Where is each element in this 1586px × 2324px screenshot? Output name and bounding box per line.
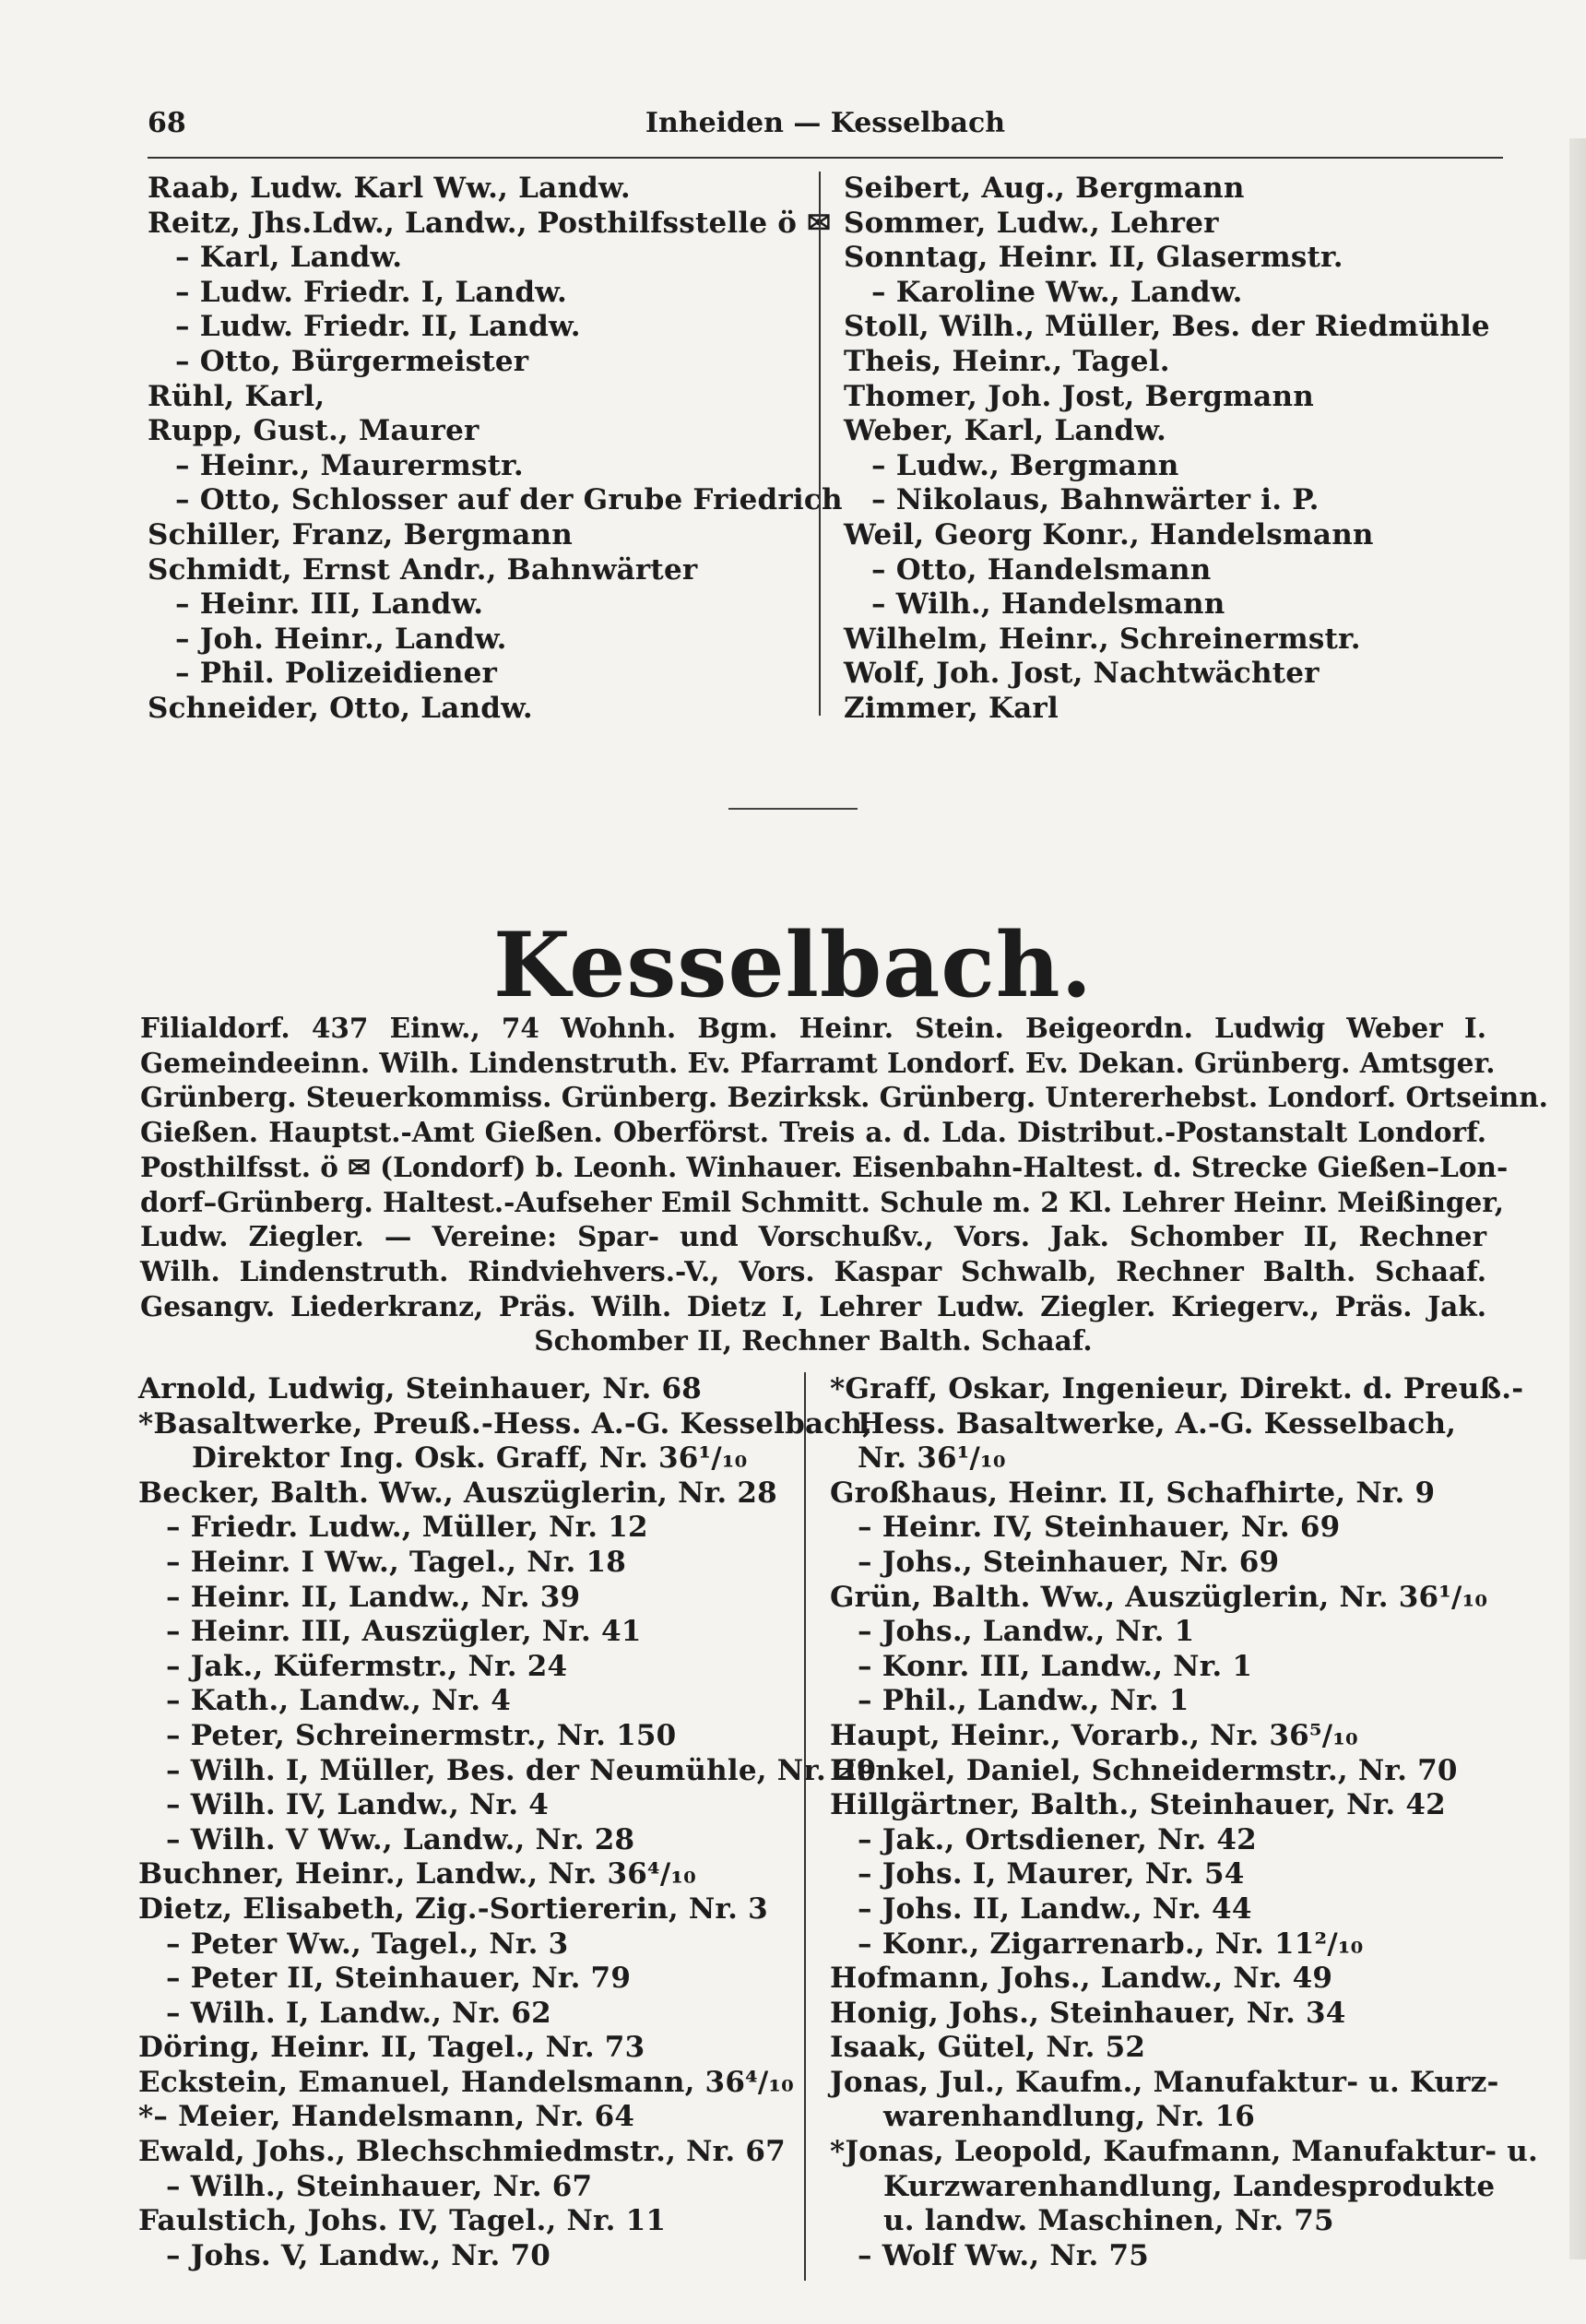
description-line: Gemeindeeinn. Wilh. Lindenstruth. Ev. Pfarramt Londorf. Ev. Dekan. Grünberg. Amtsger. — [140, 1046, 1496, 1079]
directory-entry: – Wilh., Handelsmann — [871, 587, 1225, 622]
directory-entry: – Heinr. II, Landw., Nr. 39 — [166, 1580, 581, 1614]
directory-entry: Kurzwarenhandlung, Landesprodukte — [883, 2169, 1496, 2203]
directory-entry: Sommer, Ludw., Lehrer — [844, 206, 1219, 240]
directory-entry: – Wilh. I, Landw., Nr. 62 — [166, 1996, 551, 2030]
page-header — [148, 100, 1503, 155]
directory-entry: Raab, Ludw. Karl Ww., Landw. — [148, 172, 631, 205]
directory-entry: Henkel, Daniel, Schneidermstr., Nr. 70 — [830, 1753, 1458, 1787]
directory-entry: – Heinr. I Ww., Tagel., Nr. 18 — [166, 1545, 627, 1579]
directory-entry: – Heinr. III, Auszügler, Nr. 41 — [166, 1615, 642, 1649]
directory-entry: Rühl, Karl, — [148, 379, 325, 413]
directory-entry: *Basaltwerke, Preuß.-Hess. A.-G. Kesselbach, — [138, 1406, 873, 1441]
description-line: Filialdorf. 437 Einw., 74 Wohnh. Bgm. Heinr. Stein. Beigeordn. Ludwig Weber I. — [140, 1012, 1486, 1044]
directory-entry: Ewald, Johs., Blechschmiedmstr., Nr. 67 — [138, 2135, 786, 2169]
directory-entry: Honig, Johs., Steinhauer, Nr. 34 — [830, 1996, 1346, 2030]
directory-entry: Schiller, Franz, Bergmann — [148, 517, 574, 551]
description-line: Schomber II, Rechner Balth. Schaaf. — [534, 1324, 1093, 1358]
directory-entry: – Peter II, Steinhauer, Nr. 79 — [166, 1962, 632, 1996]
directory-entry: – Wolf Ww., Nr. 75 — [858, 2238, 1150, 2272]
directory-entry: – Otto, Schlosser auf der Grube Friedrich — [175, 483, 843, 517]
directory-entry: – Peter Ww., Tagel., Nr. 3 — [166, 1927, 569, 1961]
directory-entry: – Heinr. III, Landw. — [175, 587, 484, 622]
description-line: Gießen. Hauptst.-Amt Gießen. Oberförst. Treis a. d. Lda. Distribut.-Postanstalt Londorf. — [140, 1116, 1486, 1149]
directory-entry: Seibert, Aug., Bergmann — [844, 172, 1245, 205]
section-title: Kesselbach. — [492, 913, 1094, 1017]
directory-entry: – Otto, Handelsmann — [871, 552, 1212, 587]
directory-entry: – Ludw. Friedr. II, Landw. — [175, 310, 581, 344]
directory-entry: Stoll, Wilh., Müller, Bes. der Riedmühle — [844, 310, 1490, 344]
directory-entry: – Kath., Landw., Nr. 4 — [166, 1684, 511, 1718]
directory-entry: Schmidt, Ernst Andr., Bahnwärter — [148, 552, 698, 587]
directory-entry: – Heinr. IV, Steinhauer, Nr. 69 — [858, 1511, 1341, 1545]
directory-entry: Buchner, Heinr., Landw., Nr. 36⁴/₁₀ — [138, 1857, 696, 1891]
description-line: dorf–Grünberg. Haltest.-Aufseher Emil Schmitt. Schule m. 2 Kl. Lehrer Heinr. Meißinger, — [140, 1185, 1504, 1218]
description-line: Gesangv. Liederkranz, Präs. Wilh. Dietz I, Lehrer Ludw. Ziegler. Kriegerv., Präs. Jak. — [140, 1289, 1486, 1322]
directory-entry: Hess. Basaltwerke, A.-G. Kesselbach, — [858, 1406, 1457, 1441]
directory-entry: Sonntag, Heinr. II, Glasermstr. — [844, 241, 1343, 275]
directory-entry: – Heinr., Maurermstr. — [175, 448, 524, 482]
directory-entry: Faulstich, Johs. IV, Tagel., Nr. 11 — [138, 2204, 667, 2238]
directory-entry: – Ludw. Friedr. I, Landw. — [175, 275, 568, 309]
section-divider — [728, 808, 858, 810]
directory-entry: Jonas, Jul., Kaufm., Manufaktur- u. Kurz- — [830, 2065, 1499, 2099]
directory-entry: Direktor Ing. Osk. Graff, Nr. 36¹/₁₀ — [192, 1441, 748, 1476]
directory-entry: – Jak., Ortsdiener, Nr. 42 — [858, 1822, 1257, 1856]
directory-entry: – Otto, Bürgermeister — [175, 344, 529, 378]
column-divider — [819, 172, 821, 716]
directory-entry: Hillgärtner, Balth., Steinhauer, Nr. 42 — [830, 1788, 1446, 1822]
page-edge — [1569, 138, 1586, 2259]
directory-entry: Thomer, Joh. Jost, Bergmann — [844, 379, 1314, 413]
directory-entry: *– Meier, Handelsmann, Nr. 64 — [138, 2100, 635, 2134]
directory-entry: – Karoline Ww., Landw. — [871, 275, 1243, 309]
description-line: Posthilfsst. ö ✉ (Londorf) b. Leonh. Winhauer. Eisenbahn-Haltest. d. Strecke Gießen–Lon- — [140, 1150, 1509, 1183]
directory-entry: Wilhelm, Heinr., Schreinermstr. — [844, 622, 1361, 656]
directory-entry: – Jak., Küfermstr., Nr. 24 — [166, 1649, 568, 1683]
description-line: Wilh. Lindenstruth. Rindviehvers.-V., Vors. Kaspar Schwalb, Rechner Balth. Schaaf. — [140, 1254, 1486, 1287]
directory-entry: – Ludw., Bergmann — [871, 448, 1179, 482]
village-description — [140, 1011, 1548, 1358]
directory-entry: Grün, Balth. Ww., Auszüglerin, Nr. 36¹/₁₀ — [830, 1580, 1488, 1614]
directory-entry: – Wilh. I, Müller, Bes. der Neumühle, Nr. 29 — [166, 1753, 877, 1787]
directory-entry: – Johs. I, Maurer, Nr. 54 — [858, 1857, 1245, 1891]
directory-entry: Schneider, Otto, Landw. — [148, 691, 533, 725]
directory-entry: Weber, Karl, Landw. — [844, 414, 1167, 448]
directory-entry: – Johs. V, Landw., Nr. 70 — [166, 2238, 551, 2272]
running-title: Inheiden — Kesselbach — [645, 107, 1006, 139]
directory-entry: Weil, Georg Konr., Handelsmann — [844, 517, 1374, 551]
directory-entry: – Nikolaus, Bahnwärter i. P. — [871, 483, 1320, 517]
directory-entry: u. landw. Maschinen, Nr. 75 — [883, 2204, 1334, 2238]
directory-entry: – Friedr. Ludw., Müller, Nr. 12 — [166, 1511, 648, 1545]
page-number: 68 — [148, 107, 186, 139]
column-divider — [804, 1372, 806, 2281]
directory-entry: Reitz, Jhs.Ldw., Landw., Posthilfsstelle ö ✉ — [148, 206, 832, 240]
description-line: Ludw. Ziegler. — Vereine: Spar- und Vorschußv., Vors. Jak. Schomber II, Rechner — [140, 1220, 1486, 1253]
directory-entry: Zimmer, Karl — [844, 691, 1059, 725]
directory-entry: Döring, Heinr. II, Tagel., Nr. 73 — [138, 2031, 645, 2065]
description-line: Grünberg. Steuerkommiss. Grünberg. Bezirksk. Grünberg. Untererhebst. Londorf. Ortseinn. — [140, 1081, 1548, 1114]
directory-entry: – Johs., Steinhauer, Nr. 69 — [858, 1545, 1280, 1579]
directory-entry: Rupp, Gust., Maurer — [148, 414, 479, 448]
directory-entry: Theis, Heinr., Tagel. — [844, 344, 1170, 378]
header-rule — [148, 157, 1503, 159]
directory-entry: Nr. 36¹/₁₀ — [858, 1441, 1006, 1476]
directory-entry: – Konr. III, Landw., Nr. 1 — [858, 1649, 1253, 1683]
directory-entry: Isaak, Gütel, Nr. 52 — [830, 2031, 1146, 2065]
directory-entry: – Wilh. IV, Landw., Nr. 4 — [166, 1788, 549, 1822]
kesselbach-right-column — [830, 1372, 1539, 2273]
directory-entry: – Wilh., Steinhauer, Nr. 67 — [166, 2169, 593, 2203]
directory-entry: *Graff, Oskar, Ingenieur, Direkt. d. Preuß.- — [830, 1372, 1524, 1405]
directory-entry: *Jonas, Leopold, Kaufmann, Manufaktur- u. — [830, 2135, 1539, 2169]
directory-entry: – Wilh. V Ww., Landw., Nr. 28 — [166, 1822, 635, 1856]
directory-entry: – Peter, Schreinermstr., Nr. 150 — [166, 1718, 677, 1752]
directory-entry: Wolf, Joh. Jost, Nachtwächter — [844, 657, 1320, 691]
directory-entry: Großhaus, Heinr. II, Schafhirte, Nr. 9 — [830, 1476, 1436, 1510]
directory-entry: Eckstein, Emanuel, Handelsmann, 36⁴/₁₀ — [138, 2065, 794, 2099]
directory-entry: warenhandlung, Nr. 16 — [883, 2100, 1256, 2134]
inheiden-right-column — [844, 172, 1508, 727]
directory-entry: – Phil., Landw., Nr. 1 — [858, 1684, 1190, 1718]
directory-entry: Hofmann, Johs., Landw., Nr. 49 — [830, 1962, 1333, 1996]
directory-entry: – Johs. II, Landw., Nr. 44 — [858, 1891, 1252, 1926]
directory-entry: – Phil. Polizeidiener — [175, 657, 498, 691]
directory-entry: Haupt, Heinr., Vorarb., Nr. 36⁵/₁₀ — [830, 1718, 1358, 1752]
directory-entry: – Joh. Heinr., Landw. — [175, 622, 507, 656]
inheiden-left-column — [148, 172, 843, 727]
directory-entry: Arnold, Ludwig, Steinhauer, Nr. 68 — [138, 1372, 703, 1405]
kesselbach-left-column — [138, 1372, 877, 2273]
directory-entry: Dietz, Elisabeth, Zig.-Sortiererin, Nr. 3 — [138, 1891, 768, 1926]
directory-entry: – Johs., Landw., Nr. 1 — [858, 1615, 1195, 1649]
directory-entry: Becker, Balth. Ww., Auszüglerin, Nr. 28 — [138, 1476, 777, 1510]
directory-entry: – Konr., Zigarrenarb., Nr. 11²/₁₀ — [858, 1927, 1364, 1961]
directory-entry: – Karl, Landw. — [175, 241, 403, 275]
